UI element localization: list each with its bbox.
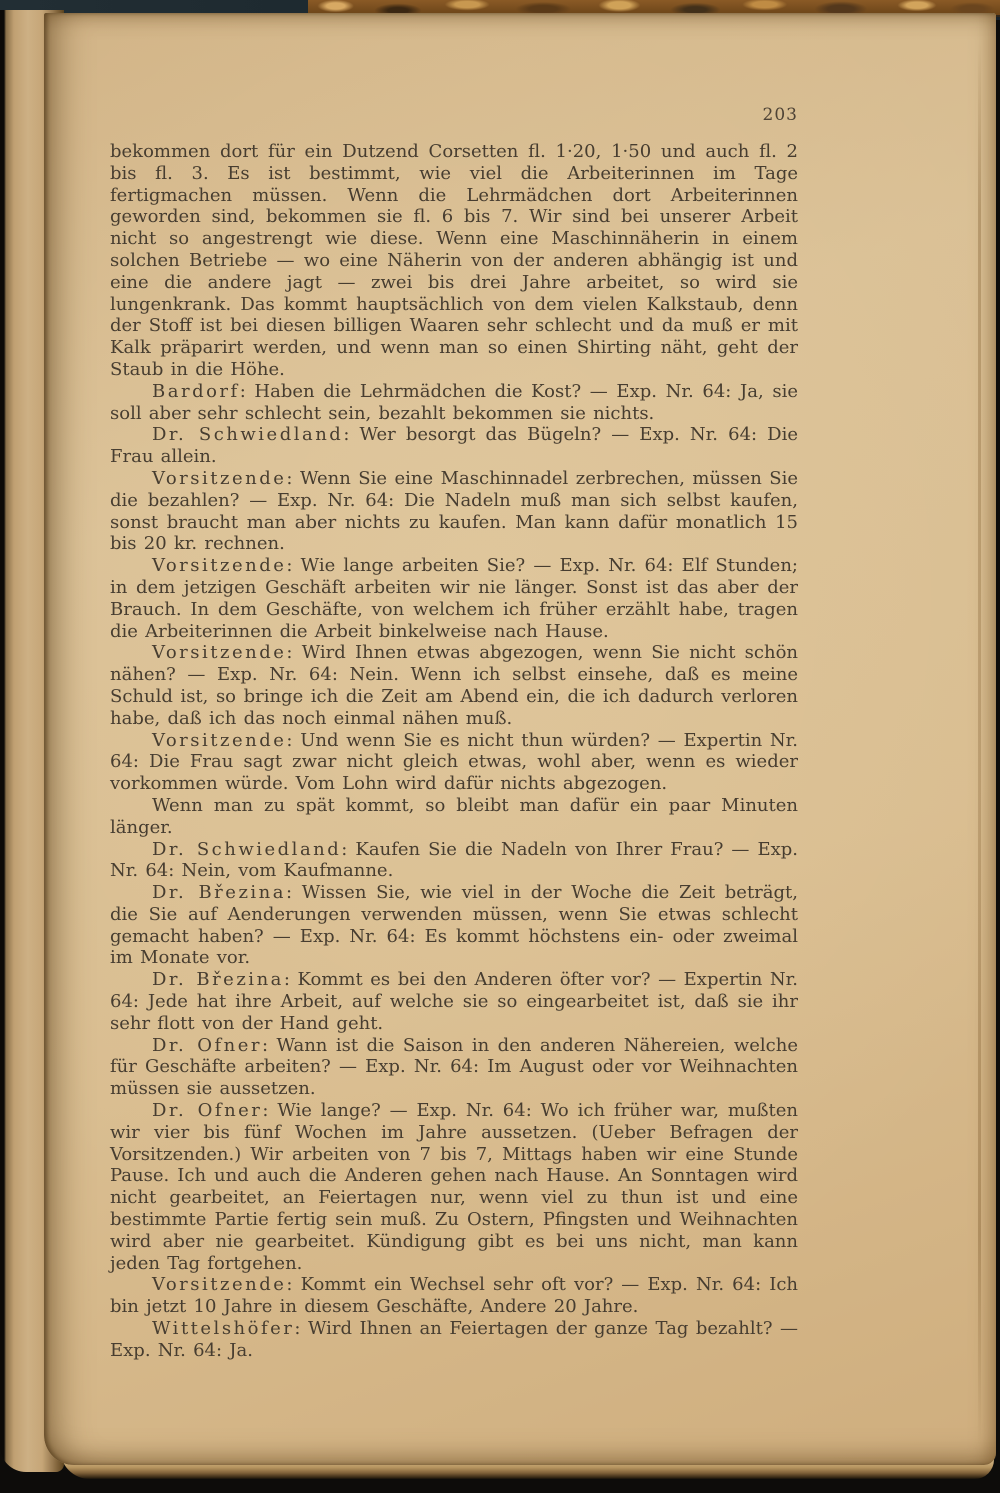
speaker-name: Vorsitzende xyxy=(152,1274,287,1296)
paragraph-text: : Kommt ein Wechsel sehr oft vor? — Exp. Nr. 64: Ich bin jetzt 10 Jahre in diesem Geschäfte, Andere 20 Jahre. xyxy=(110,1274,798,1318)
paragraph-text: : Wie lange? — Exp. Nr. 64: Wo ich früher war, mußten wir vier bis fünf Wochen im Jahre aussetzen. (Ueber Befragen der Vorsitzenden.) Wir arbeiten von 7 bis 7, Mittags haben wir eine Stunde Pause. Ich und auch die Anderen gehen nach Hause. An Sonntagen wird nicht gearbeitet, an Feiertagen nur, wenn viel zu thun ist und eine bestimmte Partie fertig sein muß. Zu Ostern, Pfingsten und Weihnachten wird aber nie gearbeitet. Kündigung gibt es bei uns nicht, man kann jeden Tag fortgehen. xyxy=(110,1100,798,1274)
paragraph xyxy=(110,381,798,425)
paragraph xyxy=(110,1035,798,1100)
speaker-name: Dr. Schwiedland xyxy=(152,424,344,446)
speaker-name: Vorsitzende xyxy=(152,729,287,751)
speaker-name: Dr. Březina xyxy=(152,969,284,991)
paragraph xyxy=(110,795,798,839)
paragraph-text: : Wann ist die Saison in den anderen Nähereien, welche für Geschäfte arbeiten? — Exp. Nr. 64: Im August oder vor Weihnachten müssen sie aussetzen. xyxy=(110,1034,798,1100)
speaker-name: Dr. Schwiedland xyxy=(152,838,342,860)
speaker-name: Bardorf xyxy=(152,380,240,402)
speaker-name: Dr. Ofner xyxy=(152,1034,263,1056)
paragraph xyxy=(110,1274,798,1318)
page-right-fold xyxy=(978,43,981,1445)
paragraph-text: : Kommt es bei den Anderen öfter vor? — Expertin Nr. 64: Jede hat ihre Arbeit, auf welche sie so eingearbeitet ist, daß sie ihr sehr flott von der Hand geht. xyxy=(110,969,798,1034)
paragraph xyxy=(110,1318,798,1362)
paragraph-text: : Wie lange arbeiten Sie? — Exp. Nr. 64: Elf Stunden; in dem jetzigen Geschäft arbeiten wir nie länger. Sonst ist das aber der Brauch. In dem Geschäfte, von welchem ich früher erzählt habe, tragen die Arbeiterinnen die Arbeit binkelweise nach Hause. xyxy=(110,555,798,642)
paragraph-text: : Wer besorgt das Bügeln? — Exp. Nr. 64: Die Frau allein. xyxy=(110,424,799,468)
speaker-name: Wittelshöfer xyxy=(152,1318,295,1340)
paragraph xyxy=(110,141,798,381)
paragraph-text: : Haben die Lehrmädchen die Kost? — Exp. Nr. 64: Ja, sie soll aber sehr schlecht sein, bezahlt bekommen sie nichts. xyxy=(110,380,798,424)
paragraph-text: : Kaufen Sie die Nadeln von Ihrer Frau? — Exp. Nr. 64: Nein, vom Kaufmanne. xyxy=(110,838,799,882)
paragraph xyxy=(110,424,798,468)
paragraph-text: : Und wenn Sie es nicht thun würden? — Expertin Nr. 64: Die Frau sagt zwar nicht gleich etwas, wohl aber, wenn es wieder vorkommen würde. Vom Lohn wird dafür nichts abgezogen. xyxy=(110,729,798,795)
paragraph xyxy=(110,468,798,555)
paragraph xyxy=(110,882,798,969)
paragraph xyxy=(110,730,798,795)
page-number: 203 xyxy=(762,105,798,125)
paragraph xyxy=(110,555,798,642)
page-text xyxy=(110,141,798,1362)
paragraph xyxy=(110,969,798,1034)
speaker-name: Vorsitzende xyxy=(152,642,287,664)
paragraph-text: Wenn man zu spät kommt, so bleibt man dafür ein paar Minuten länger. xyxy=(110,794,798,838)
paragraph xyxy=(110,839,798,883)
paragraph-text: : Wenn Sie eine Maschinnadel zerbrechen, müssen Sie die bezahlen? — Exp. Nr. 64: Die Nadeln muß man sich selbst kaufen, sonst braucht man aber nichts zu kaufen. Man kann dafür monatlich 15 bis 20 kr. rechnen. xyxy=(110,467,798,555)
paragraph xyxy=(110,1100,798,1274)
paragraph-text: : Wissen Sie, wie viel in der Woche die Zeit beträgt, die Sie auf Aenderungen verwenden müssen, wenn Sie etwas schlecht gemacht haben? — Exp. Nr. 64: Es kommt höchstens ein- oder zweimal im Monate vor. xyxy=(110,882,798,969)
speaker-name: Dr. Ofner xyxy=(152,1100,263,1122)
paragraph xyxy=(110,642,798,729)
paragraph-text: : Wird Ihnen etwas abgezogen, wenn Sie nicht schön nähen? — Exp. Nr. 64: Nein. Wenn ich selbst einsehe, daß es meine Schuld ist, so bringe ich die Zeit am Abend ein, die ich dadurch verloren habe, daß ich das noch einmal nähen muß. xyxy=(110,642,798,729)
speaker-name: Dr. Březina xyxy=(152,882,287,904)
book-page xyxy=(44,13,996,1465)
paragraph-text: bekommen dort für ein Dutzend Corsetten fl. 1·20, 1·50 und auch fl. 2 bis fl. 3. Es ist bestimmt, wie viel die Arbeiterinnen im Tage fertigmachen müssen. Wenn die Lehrmädchen dort Arbeiterinnen geworden sind, bekommen sie fl. 6 bis 7. Wir sind bei unserer Arbeit nicht so angestrengt wie diese. Wenn eine Maschinnäherin in einem solchen Betriebe — wo eine Näherin von der anderen abhängig ist und eine die andere jagt — zwei bis drei Jahre arbeitet, so wird sie lungenkrank. Das kommt hauptsächlich von dem vielen Kalkstaub, denn der Stoff ist bei diesen billigen Waaren sehr schlecht und da muß er mit Kalk präparirt werden, und wenn man so einen Shirting näht, geht der Staub in die Höhe. xyxy=(110,141,798,380)
paragraph-text: : Wird Ihnen an Feiertagen der ganze Tag bezahlt? — Exp. Nr. 64: Ja. xyxy=(110,1318,798,1361)
speaker-name: Vorsitzende xyxy=(152,467,287,489)
speaker-name: Vorsitzende xyxy=(152,555,287,577)
